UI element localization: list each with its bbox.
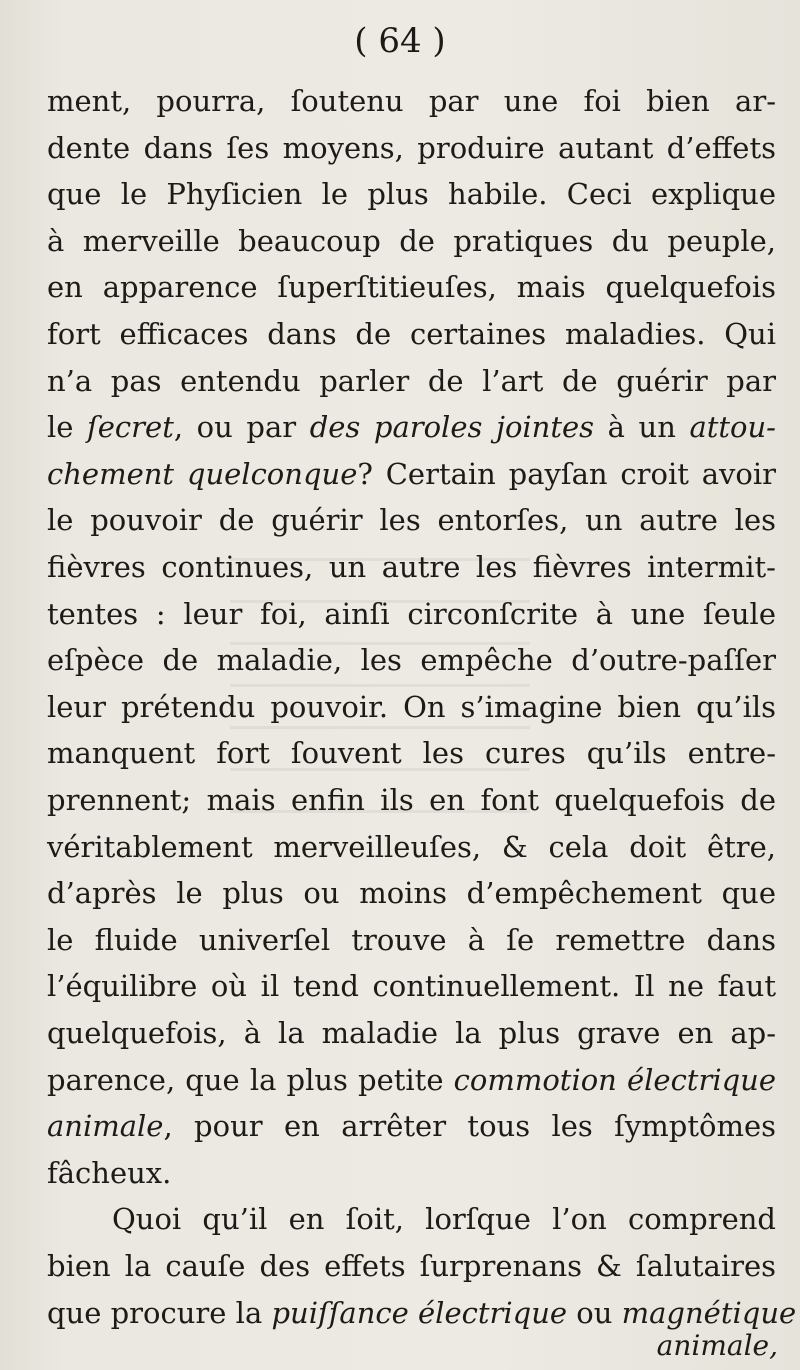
italic-text: attou- (689, 410, 776, 445)
text-run: ment, pourra, ſoutenu par une foi bien ar- (47, 84, 776, 118)
text-line (47, 358, 776, 404)
text-line (47, 1010, 776, 1056)
text-run: que le Phyſicien le plus habile. Ceci explique (47, 177, 776, 212)
text-line (47, 637, 776, 683)
text-run: parence, que la plus petite (47, 1062, 454, 1097)
text-run: prennent; mais enfin ils en font quelquefois de (47, 783, 776, 817)
text-run: Quoi qu’il en ſoit, lorſque l’on comprend (112, 1202, 776, 1237)
italic-text: ſecret (87, 410, 174, 445)
italic-text: magnétique (621, 1295, 797, 1330)
text-run: que procure la (47, 1295, 272, 1330)
text-run: n’a pas entendu parler de l’art de guérir par (47, 363, 776, 398)
text-run: eſpèce de maladie, les empêche d’outre-paſſer (47, 643, 776, 678)
italic-text: commotion électrique (453, 1062, 777, 1097)
text-run: le fluide univerſel trouve à ſe remettre dans (47, 922, 776, 957)
text-line (47, 404, 776, 450)
text-run: , ou par (173, 410, 310, 445)
text-run: en apparence ſuperſtitieuſes, mais quelquefois (47, 270, 776, 305)
text-line (47, 1103, 776, 1149)
text-run: fièvres continues, un autre les fièvres intermit- (47, 550, 776, 584)
text-line (47, 544, 776, 590)
text-run: ? Certain payſan croit avoir (357, 456, 776, 491)
text-run: quelquefois, à la maladie la plus grave en ap- (47, 1016, 776, 1050)
text-line (47, 1057, 776, 1103)
text-line (47, 1150, 776, 1196)
text-run: fâcheux. (47, 1155, 172, 1190)
page-number: ( 64 ) (354, 21, 446, 61)
text-line (47, 264, 776, 310)
text-line (47, 218, 776, 264)
text-line (112, 1196, 776, 1242)
text-line (47, 497, 776, 543)
text-run: d’après le plus ou moins d’empêchement que (47, 876, 776, 911)
text-run: bien la cauſe des effets ſurprenans & ſalutaires (47, 1249, 776, 1283)
text-line (47, 730, 776, 776)
text-run: à un (594, 410, 690, 445)
italic-text: animale (47, 1109, 164, 1144)
text-run: dente dans ſes moyens, produire autant d’effets (47, 130, 776, 165)
text-line (47, 171, 776, 217)
text-line (47, 870, 776, 916)
text-run: le pouvoir de guérir les entorſes, un autre les (47, 503, 776, 538)
text-run: ou (567, 1295, 622, 1330)
italic-text: des paroles jointes (309, 410, 595, 445)
text-run: l’équilibre où il tend continuellement. Il ne faut (47, 969, 776, 1004)
text-line (47, 311, 776, 357)
text-line (47, 684, 776, 730)
text-line (47, 824, 776, 870)
text-line (47, 917, 776, 963)
text-line (47, 1243, 776, 1289)
text-line (47, 451, 776, 497)
text-line (47, 78, 776, 124)
text-run: le (47, 410, 88, 445)
text-run: manquent fort ſouvent les cures qu’ils entre- (47, 736, 776, 771)
catchword: animale, (656, 1329, 778, 1362)
text-run: à merveille beaucoup de pratiques du peuple, (47, 223, 776, 258)
text-run: fort efficaces dans de certaines maladies. Qui (47, 317, 776, 351)
text-run: tentes : leur foi, ainſi circonſcrite à une ſeule (47, 596, 776, 631)
text-line (47, 591, 776, 637)
text-run: leur prétendu pouvoir. On s’imagine bien qu’ils (47, 689, 776, 724)
text-line (47, 125, 776, 171)
text-line (47, 963, 776, 1009)
italic-text: puiſſance électrique (271, 1295, 568, 1330)
italic-text: chement quelconque (47, 456, 358, 491)
text-run: véritablement merveilleuſes, & cela doit être, (47, 829, 776, 864)
text-run: , pour en arrêter tous les ſymptômes (163, 1109, 776, 1144)
text-line (47, 777, 776, 823)
